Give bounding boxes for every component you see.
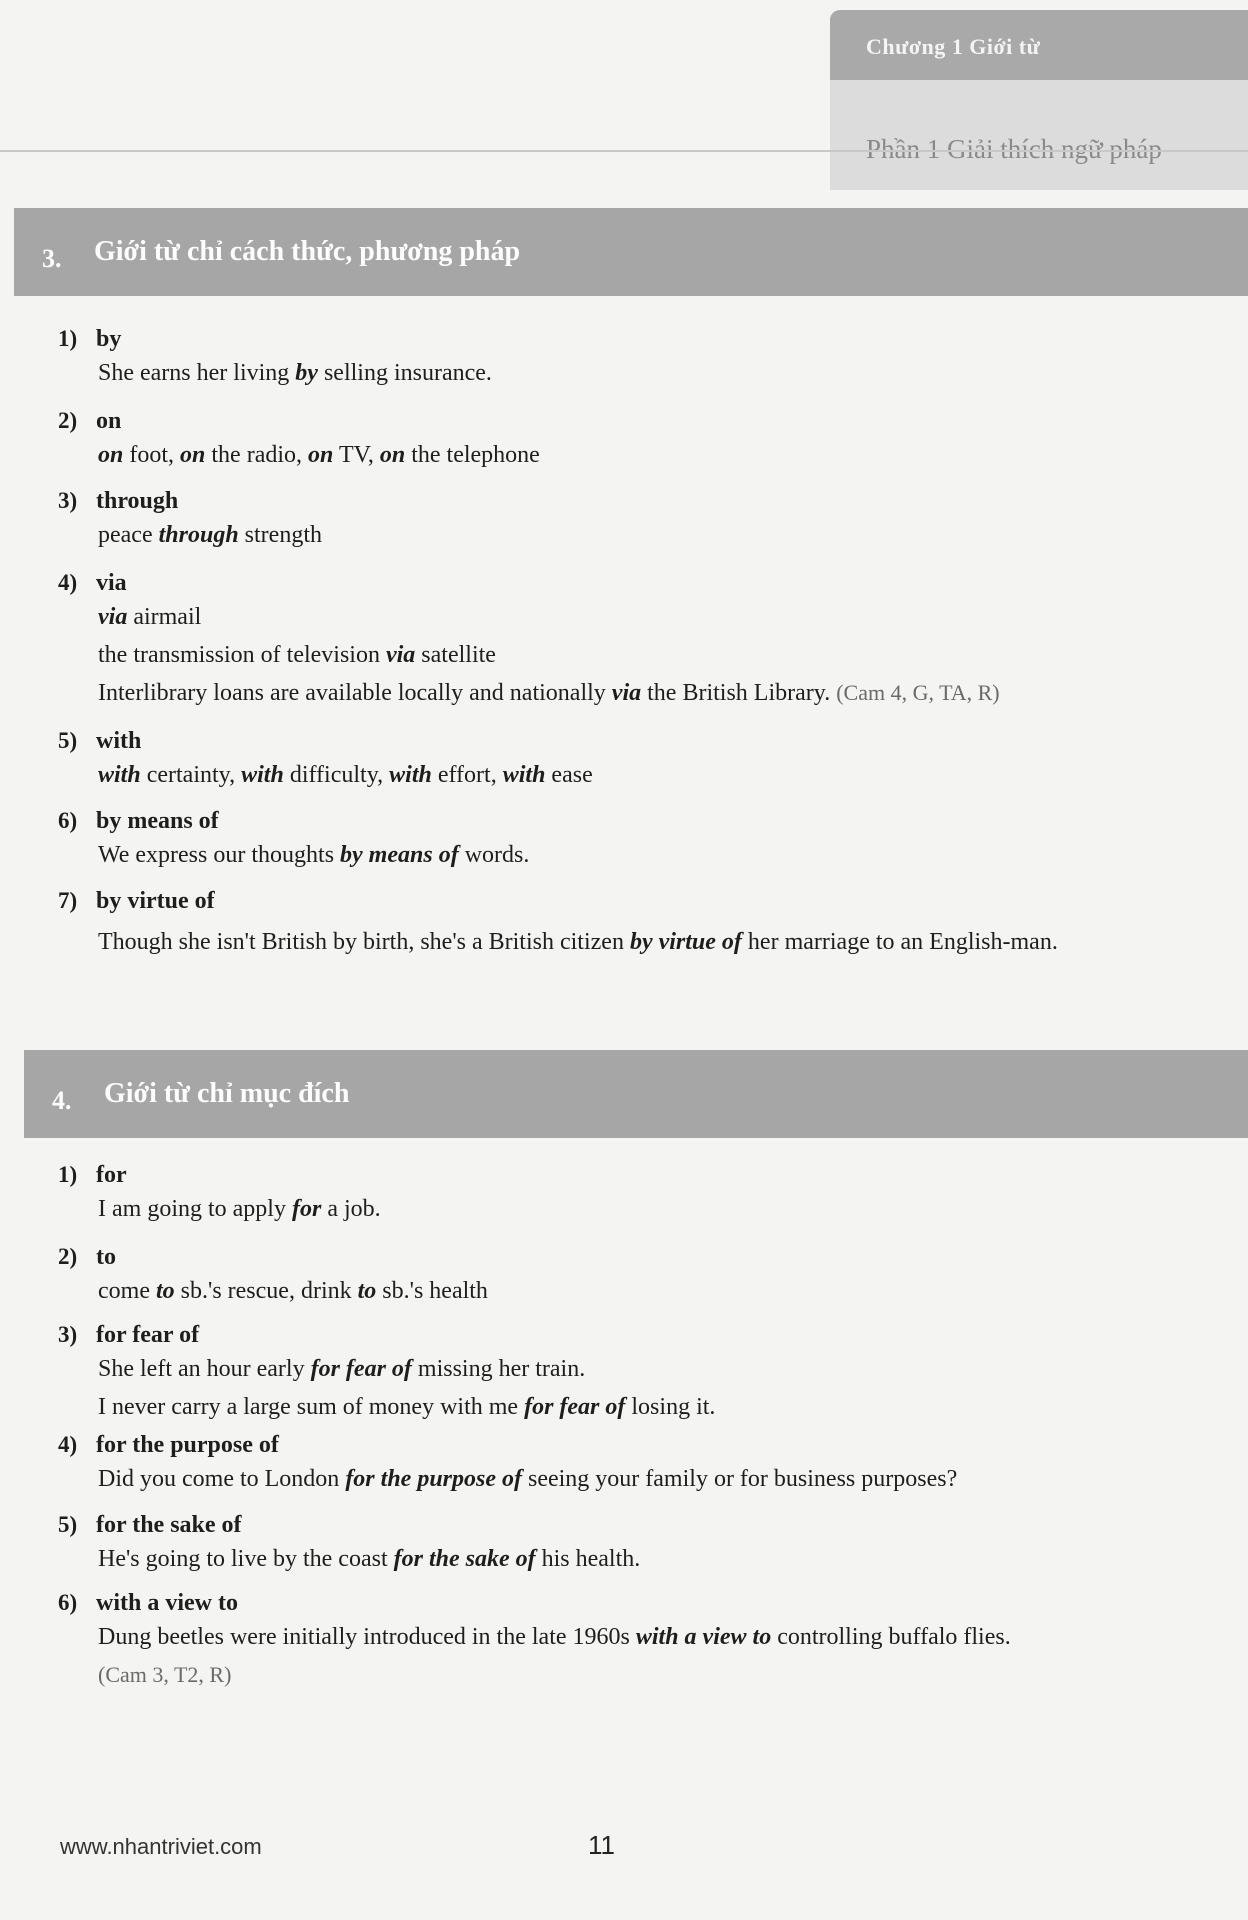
- emphasized-preposition: via: [385, 642, 416, 668]
- example-sentence: [98, 604, 201, 631]
- example-text: selling insurance.: [317, 360, 492, 386]
- example-text: airmail: [127, 604, 202, 630]
- example-sentence: [98, 1394, 715, 1421]
- example-text: She left an hour early: [98, 1356, 311, 1382]
- item-number: 4): [58, 570, 78, 595]
- example-text: I never carry a large sum of money with me: [98, 1394, 525, 1420]
- item-number: 4): [58, 1432, 78, 1457]
- example-sentence: [98, 1466, 957, 1493]
- example-text: controlling buffalo flies.: [771, 1624, 1011, 1650]
- example-sentence: [98, 642, 496, 669]
- example-text: Interlibrary loans are available locally and nationally: [98, 680, 612, 706]
- emphasized-preposition: on: [308, 442, 334, 468]
- emphasized-preposition: through: [158, 522, 239, 548]
- item-number: 1): [58, 326, 78, 351]
- item-preposition: via: [96, 570, 127, 596]
- header-rule: [0, 150, 1248, 152]
- example-text: her marriage to an English-man.: [741, 929, 1058, 955]
- emphasized-preposition: via: [98, 604, 128, 630]
- emphasized-preposition: by virtue of: [629, 929, 742, 955]
- emphasized-preposition: on: [98, 442, 124, 468]
- example-text: Though she isn't British by birth, she's a British citizen: [98, 929, 630, 955]
- item-preposition: by virtue of: [96, 888, 215, 914]
- item-preposition: by: [96, 326, 122, 352]
- page-number: 11: [588, 1830, 615, 1860]
- item-number: 6): [58, 1590, 78, 1615]
- part-label: Phần 1 Giải thích ngữ pháp: [866, 134, 1162, 164]
- example-sentence: [98, 762, 593, 789]
- example-text: a job.: [321, 1196, 381, 1222]
- example-text: losing it.: [625, 1394, 716, 1420]
- emphasized-preposition: for the sake of: [393, 1546, 536, 1572]
- source-citation: (Cam 3, T2, R): [98, 1662, 232, 1687]
- example-sentence: [98, 1196, 381, 1223]
- emphasized-preposition: on: [379, 442, 406, 468]
- example-text: TV,: [333, 442, 380, 468]
- example-sentence: [98, 360, 492, 387]
- example-text: We express our thoughts: [98, 842, 341, 868]
- example-text: the telephone: [405, 442, 540, 468]
- example-text: She earns her living: [98, 360, 296, 386]
- example-text: sb.'s rescue, drink: [174, 1278, 358, 1304]
- example-sentence: [98, 680, 1000, 707]
- example-text: Did you come to London: [98, 1466, 346, 1492]
- item-preposition: with: [96, 728, 142, 754]
- example-text: certainty,: [140, 762, 242, 788]
- item-number: 2): [58, 408, 78, 433]
- section-title: Giới từ chỉ cách thức, phương pháp: [94, 236, 521, 267]
- item-preposition: by means of: [96, 808, 219, 834]
- example-sentence: [98, 1662, 231, 1689]
- example-sentence: [98, 1356, 585, 1383]
- item-preposition: to: [96, 1244, 116, 1270]
- example-text: strength: [238, 522, 322, 548]
- item-number: 5): [58, 728, 78, 753]
- emphasized-preposition: on: [180, 442, 206, 468]
- example-sentence: [98, 1546, 640, 1573]
- example-text: words.: [458, 842, 530, 868]
- example-text: sb.'s health: [376, 1278, 488, 1304]
- item-number: 3): [58, 488, 78, 513]
- section-title: Giới từ chỉ mục đích: [104, 1078, 350, 1109]
- example-text: ease: [545, 762, 593, 788]
- emphasized-preposition: with: [502, 762, 546, 788]
- emphasized-preposition: for the purpose of: [345, 1466, 522, 1492]
- example-text: difficulty,: [283, 762, 390, 788]
- section-heading-3: [14, 208, 1248, 296]
- example-text: foot,: [123, 442, 181, 468]
- example-text: seeing your family or for business purposes?: [521, 1466, 958, 1492]
- example-text: missing her train.: [411, 1356, 586, 1382]
- example-sentence: [98, 442, 540, 469]
- emphasized-preposition: for: [291, 1196, 322, 1222]
- example-text: his health.: [535, 1546, 641, 1572]
- section-number: 4.: [52, 1086, 72, 1115]
- example-text: the transmission of television: [98, 642, 386, 668]
- emphasized-preposition: with: [389, 762, 432, 788]
- example-text: Dung beetles were initially introduced in the late 1960s: [98, 1624, 636, 1650]
- example-sentence: [98, 1624, 1011, 1651]
- item-number: 3): [58, 1322, 78, 1347]
- emphasized-preposition: for fear of: [524, 1394, 626, 1420]
- emphasized-preposition: via: [611, 680, 642, 706]
- item-preposition: for fear of: [96, 1322, 200, 1348]
- example-text: the British Library.: [641, 680, 837, 706]
- item-preposition: with a view to: [96, 1590, 238, 1616]
- item-preposition: on: [96, 408, 122, 434]
- item-number: 2): [58, 1244, 78, 1269]
- item-preposition: for the purpose of: [96, 1432, 279, 1458]
- emphasized-preposition: to: [357, 1278, 377, 1304]
- item-preposition: for: [96, 1162, 127, 1188]
- item-number: 5): [58, 1512, 78, 1537]
- emphasized-preposition: with a view to: [635, 1624, 772, 1650]
- example-sentence: [98, 842, 529, 869]
- item-preposition: through: [96, 488, 179, 514]
- item-number: 7): [58, 888, 78, 913]
- example-sentence: [98, 522, 322, 549]
- section-number: 3.: [42, 244, 62, 273]
- chapter-label: Chương 1 Giới từ: [866, 34, 1041, 59]
- example-text: satellite: [415, 642, 496, 668]
- example-sentence: [98, 1278, 488, 1305]
- example-text: peace: [98, 522, 159, 548]
- item-preposition: for the sake of: [96, 1512, 242, 1538]
- example-text: the radio,: [205, 442, 309, 468]
- emphasized-preposition: by: [295, 360, 318, 386]
- example-text: He's going to live by the coast: [98, 1546, 394, 1572]
- item-number: 1): [58, 1162, 78, 1187]
- chapter-tab: [830, 10, 1248, 190]
- example-text: I am going to apply: [98, 1196, 292, 1222]
- section-heading-4: [24, 1050, 1248, 1138]
- example-text: effort,: [431, 762, 503, 788]
- example-text: come: [98, 1278, 156, 1304]
- emphasized-preposition: with: [241, 762, 284, 788]
- emphasized-preposition: for fear of: [310, 1356, 412, 1382]
- chapter-tab-header: [830, 10, 1248, 80]
- emphasized-preposition: to: [155, 1278, 175, 1304]
- item-number: 6): [58, 808, 78, 833]
- source-citation: (Cam 4, G, TA, R): [836, 680, 1000, 705]
- emphasized-preposition: by means of: [340, 842, 459, 868]
- footer-url: www.nhantriviet.com: [60, 1834, 262, 1859]
- example-sentence: [98, 922, 1158, 962]
- emphasized-preposition: with: [98, 762, 141, 788]
